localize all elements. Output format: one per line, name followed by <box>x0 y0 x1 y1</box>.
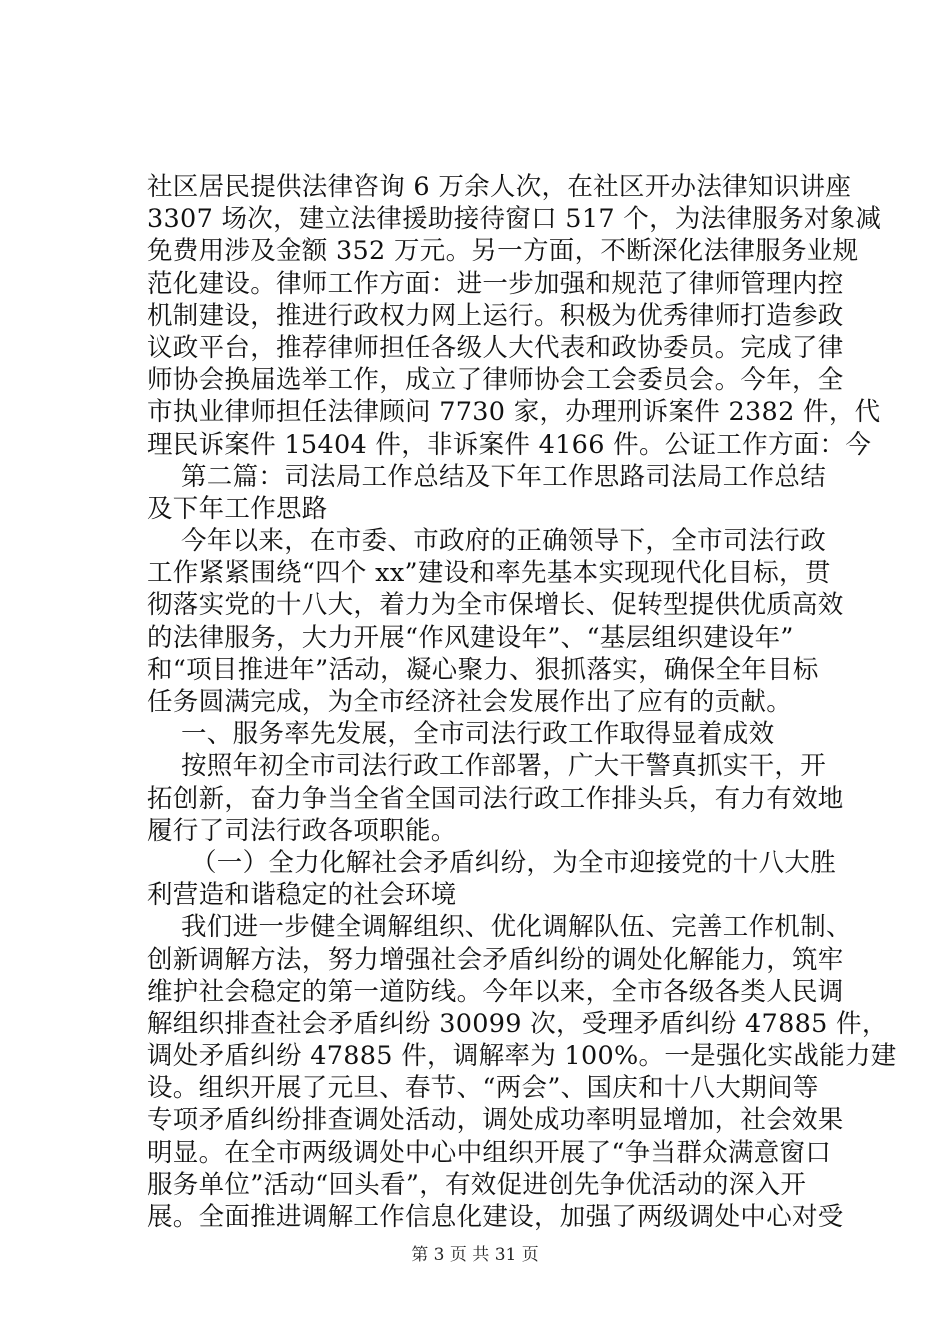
text-line: 彻落实党的十八大，着力为全市保增长、促转型提供优质高效 <box>147 590 844 621</box>
text-line: 明显。在全市两级调处中心中组织开展了“争当群众满意窗口 <box>147 1137 832 1168</box>
text-line: 维护社会稳定的第一道防线。今年以来，全市各级各类人民调 <box>147 976 844 1007</box>
text-line: 设。组织开展了元旦、春节、“两会”、国庆和十八大期间等 <box>147 1073 819 1104</box>
text-line: 3307 场次，建立法律援助接待窗口 517 个，为法律服务对象减 <box>147 204 882 235</box>
text-line: 拓创新，奋力争当全省全国司法行政工作排头兵，有力有效地 <box>147 783 844 814</box>
text-line: 任务圆满完成，为全市经济社会发展作出了应有的贡献。 <box>147 687 793 717</box>
text-line: 工作紧紧围绕“四个 xx”建设和率先基本实现现代化目标，贯 <box>147 558 831 589</box>
text-line: 理民诉案件 15404 件，非诉案件 4166 件。公证工作方面：今 <box>147 429 872 460</box>
text-line: 创新调解方法，努力增强社会矛盾纠纷的调处化解能力，筑牢 <box>147 944 844 975</box>
text-line: 第二篇：司法局工作总结及下年工作思路司法局工作总结 <box>181 461 827 492</box>
text-line: 机制建设，推进行政权力网上运行。积极为优秀律师打造参政 <box>147 300 844 331</box>
text-line: 按照年初全市司法行政工作部署，广大干警真抓实干，开 <box>181 751 827 782</box>
text-line: 师协会换届选举工作，成立了律师协会工会委员会。今年，全 <box>147 365 844 396</box>
text-line: 调处矛盾纠纷 47885 件，调解率为 100%。一是强化实战能力建 <box>147 1041 897 1072</box>
text-line: 展。全面推进调解工作信息化建设，加强了两级调处中心对受 <box>147 1202 844 1232</box>
text-line: 社区居民提供法律咨询 6 万余人次，在社区开办法律知识讲座 <box>147 172 852 202</box>
text-line: （一）全力化解社会矛盾纠纷，为全市迎接党的十八大胜 <box>191 847 837 878</box>
text-line: 及下年工作思路 <box>147 493 328 524</box>
text-line: 一、服务率先发展，全市司法行政工作取得显着成效 <box>181 719 775 750</box>
text-line: 今年以来，在市委、市政府的正确领导下，全市司法行政 <box>181 526 827 557</box>
text-line: 我们进一步健全调解组织、优化调解队伍、完善工作机制、 <box>181 912 852 943</box>
page-footer: 第 3 页 共 31 页 <box>411 1245 539 1265</box>
text-line: 履行了司法行政各项职能。 <box>147 815 457 846</box>
text-line: 和“项目推进年”活动，凝心聚力、狠抓落实，确保全年目标 <box>147 654 819 685</box>
text-line: 解组织排查社会矛盾纠纷 30099 次，受理矛盾纠纷 47885 件， <box>147 1008 888 1039</box>
text-line: 议政平台，推荐律师担任各级人大代表和政协委员。完成了律 <box>147 332 844 363</box>
text-line: 免费用涉及金额 352 万元。另一方面，不断深化法律服务业规 <box>147 236 859 267</box>
text-line: 的法律服务，大力开展“作风建设年”、“基层组织建设年” <box>147 622 794 653</box>
text-line: 范化建设。律师工作方面：进一步加强和规范了律师管理内控 <box>147 268 844 299</box>
text-line: 服务单位”活动“回头看”，有效促进创先争优活动的深入开 <box>147 1169 807 1200</box>
text-line: 市执业律师担任法律顾问 7730 家，办理刑诉案件 2382 件，代 <box>147 397 881 428</box>
text-line: 利营造和谐稳定的社会环境 <box>147 880 457 911</box>
document-body <box>147 171 897 1233</box>
text-line: 专项矛盾纠纷排查调处活动，调处成功率明显增加，社会效果 <box>147 1105 844 1136</box>
